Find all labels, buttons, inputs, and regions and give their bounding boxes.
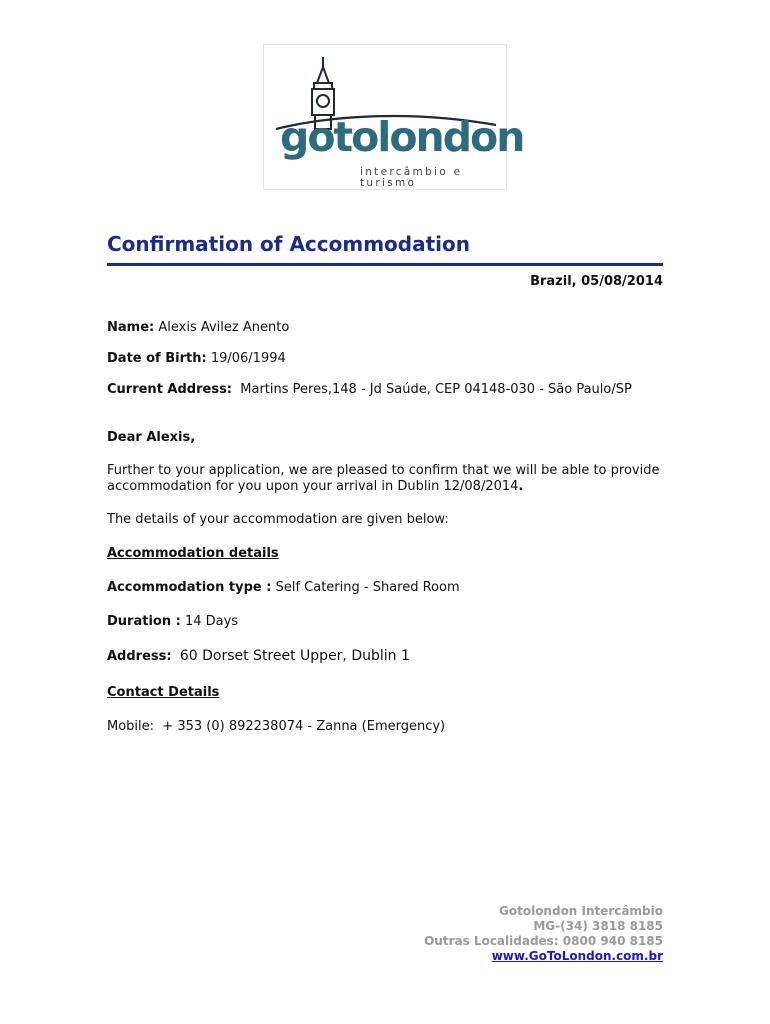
mobile-row bbox=[107, 719, 445, 735]
duration-value: 14 Days bbox=[184, 614, 239, 629]
logo-tagline: intercâmbio e turismo bbox=[360, 166, 463, 189]
dob-row bbox=[107, 351, 286, 367]
details-intro: The details of your accommodation are given below: bbox=[107, 512, 449, 527]
logo bbox=[263, 44, 524, 190]
document-title: Confirmation of Accommodation bbox=[107, 232, 470, 256]
accommodation-heading: Accommodation details bbox=[107, 546, 279, 561]
accommodation-type-row bbox=[107, 580, 460, 596]
current-address-label: Current Address: bbox=[107, 382, 233, 397]
logo-wordmark: gotolondon bbox=[280, 113, 524, 161]
acc-address-label: Address: bbox=[107, 649, 172, 664]
footer-company: Gotolondon Intercâmbio bbox=[499, 904, 663, 918]
dob-label: Date of Birth: bbox=[107, 351, 207, 366]
name-row bbox=[107, 320, 289, 336]
body-line-1: Further to your application, we are pleased to confirm that we will be able to provide bbox=[107, 463, 660, 478]
name-label: Name: bbox=[107, 320, 155, 335]
current-address-row bbox=[107, 382, 632, 398]
footer-phone: MG-(34) 3818 8185 bbox=[533, 919, 663, 933]
place-date: Brazil, 05/08/2014 bbox=[530, 274, 663, 289]
greeting: Dear Alexis, bbox=[107, 430, 196, 445]
body-line-2: accommodation for you upon your arrival in Dublin 12/08/2014. bbox=[107, 479, 524, 494]
accommodation-address-row bbox=[107, 648, 410, 665]
title-rule bbox=[107, 263, 663, 266]
name-value: Alexis Avilez Anento bbox=[158, 320, 290, 335]
dob-value: 19/06/1994 bbox=[210, 351, 286, 366]
footer-other: Outras Localidades: 0800 940 8185 bbox=[424, 934, 663, 948]
mobile-label: Mobile: bbox=[107, 719, 155, 734]
duration-row bbox=[107, 614, 238, 630]
acc-address-value: 60 Dorset Street Upper, Dublin 1 bbox=[179, 648, 410, 664]
website-link[interactable]: www.GoToLondon.com.br bbox=[491, 949, 663, 963]
duration-label: Duration : bbox=[107, 614, 181, 629]
footer bbox=[424, 904, 663, 964]
type-label: Accommodation type : bbox=[107, 580, 272, 595]
type-value: Self Catering - Shared Room bbox=[275, 580, 460, 595]
current-address-value: Martins Peres,148 - Jd Saúde, CEP 04148-030 - São Paulo/SP bbox=[240, 382, 632, 397]
mobile-value: + 353 (0) 892238074 - Zanna (Emergency) bbox=[162, 719, 446, 734]
contact-heading: Contact Details bbox=[107, 685, 220, 700]
